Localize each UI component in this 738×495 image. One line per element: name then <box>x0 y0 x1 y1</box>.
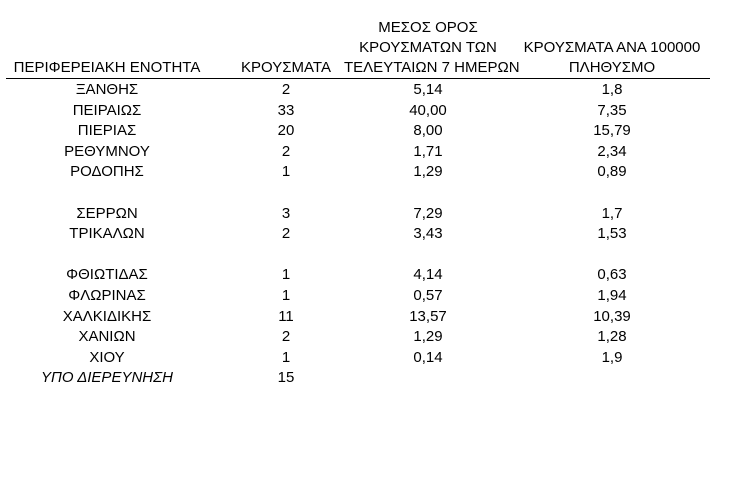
table-header <box>0 18 738 78</box>
region-name: ΞΑΝΘΗΣ <box>75 81 139 98</box>
header-cases-per-100k <box>514 38 710 78</box>
header-avg-line1: ΜΕΣΟΣ ΟΡΟΣ <box>378 19 478 36</box>
header-avg-line3: ΤΕΛΕΥΤΑΙΩΝ 7 ΗΜΕΡΩΝ <box>344 59 520 76</box>
table-row <box>0 307 738 328</box>
table-row <box>0 121 738 142</box>
region-name: ΡΕΘΥΜΝΟΥ <box>64 142 150 160</box>
region-name: ΡΟΔΟΠΗΣ <box>70 163 144 181</box>
cases-count: 2 <box>281 225 291 243</box>
header-per100k-line1: ΚΡΟΥΣΜΑΤΑ ΑΝΑ 100000 <box>523 39 701 56</box>
table-row <box>0 101 738 122</box>
region-name: ΠΙΕΡΙΑΣ <box>77 122 137 140</box>
seven-day-average: 1,29 <box>413 163 443 181</box>
seven-day-average: 4,14 <box>413 266 443 284</box>
cases-per-100k: 1,8 <box>601 81 623 98</box>
region-name: ΤΡΙΚΑΛΩΝ <box>69 225 145 243</box>
cases-per-100k: 15,79 <box>593 122 631 140</box>
cases-count: 1 <box>281 266 291 284</box>
cases-count: 3 <box>281 204 291 222</box>
cases-count: 2 <box>281 328 291 346</box>
region-name: ΧΑΛΚΙΔΙΚΗΣ <box>62 307 152 325</box>
cases-per-100k: 1,94 <box>597 286 627 304</box>
seven-day-average: 0,14 <box>413 348 443 366</box>
seven-day-average: 0,57 <box>413 286 443 304</box>
table-row <box>0 204 738 225</box>
header-cases: ΚΡΟΥΣΜΑΤΑ <box>241 59 331 76</box>
cases-count: 2 <box>281 142 291 160</box>
cases-per-100k: 1,7 <box>601 204 623 222</box>
region-name: ΣΕΡΡΩΝ <box>76 204 138 222</box>
cases-count: 33 <box>277 101 295 119</box>
table-row <box>0 224 738 245</box>
header-7day-average <box>344 18 520 78</box>
table-body <box>0 80 738 389</box>
cases-count: 11 <box>278 307 294 325</box>
region-name: ΦΘΙΩΤΙΔΑΣ <box>66 266 148 284</box>
cases-per-100k: 1,9 <box>601 348 623 366</box>
table-row <box>0 80 738 101</box>
seven-day-average: 1,71 <box>413 142 443 160</box>
region-name: ΧΑΝΙΩΝ <box>78 328 136 346</box>
table-row <box>0 327 738 348</box>
blank-row <box>0 183 738 204</box>
table-row <box>0 162 738 183</box>
under-investigation-cases: 15 <box>277 369 295 387</box>
cases-per-100k: 2,34 <box>597 142 627 160</box>
cases-count: 1 <box>281 163 291 181</box>
cases-count: 1 <box>281 348 291 366</box>
table-row <box>0 265 738 286</box>
region-name: ΧΙΟΥ <box>89 348 125 366</box>
seven-day-average: 5,14 <box>413 81 443 98</box>
header-avg-line2: ΚΡΟΥΣΜΑΤΩΝ ΤΩΝ <box>359 39 497 56</box>
blank-row <box>0 245 738 266</box>
header-per100k-line2: ΠΛΗΘΥΣΜΟ <box>568 59 656 76</box>
cases-per-100k: 10,39 <box>593 307 631 325</box>
under-investigation-row <box>0 368 738 389</box>
cases-count: 2 <box>281 81 291 98</box>
cases-per-100k: 1,28 <box>597 328 627 346</box>
seven-day-average: 1,29 <box>413 328 443 346</box>
cases-per-100k: 0,63 <box>597 266 627 284</box>
cases-count: 1 <box>281 286 291 304</box>
seven-day-average: 3,43 <box>413 225 443 243</box>
table-row <box>0 348 738 369</box>
cases-per-100k: 0,89 <box>597 163 627 181</box>
header-underline <box>6 78 710 79</box>
table-row <box>0 142 738 163</box>
cases-per-100k: 7,35 <box>597 101 627 119</box>
seven-day-average: 13,57 <box>409 307 447 325</box>
region-name: ΦΛΩΡΙΝΑΣ <box>68 286 146 304</box>
seven-day-average: 40,00 <box>409 101 447 119</box>
cases-per-100k: 1,53 <box>597 225 627 243</box>
seven-day-average: 8,00 <box>413 122 443 140</box>
header-region: ΠΕΡΙΦΕΡΕΙΑΚΗ ΕΝΟΤΗΤΑ <box>13 59 201 76</box>
region-name: ΠΕΙΡΑΙΩΣ <box>72 101 142 119</box>
seven-day-average: 7,29 <box>413 204 443 222</box>
table-row <box>0 286 738 307</box>
cases-count: 20 <box>277 122 295 140</box>
under-investigation-label: ΥΠΟ ΔΙΕΡΕΥΝΗΣΗ <box>41 369 173 387</box>
